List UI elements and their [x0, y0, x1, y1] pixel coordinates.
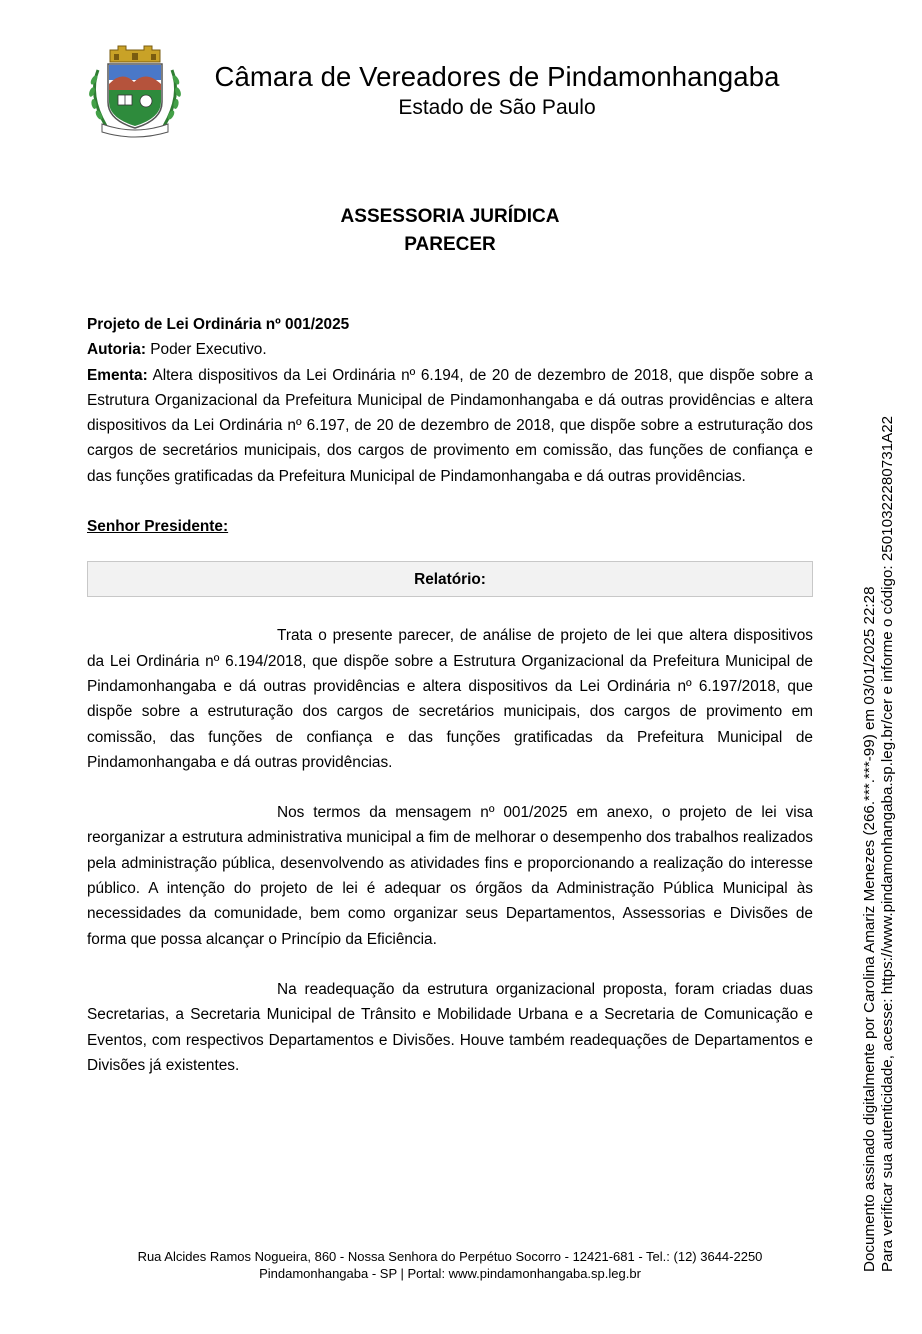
- verification-line: Para verificar sua autenticidade, acesse: https://www.pindamonhangaba.sp.leg.br/cer e informe o código: 25010322280731A22: [879, 415, 896, 1272]
- body-paragraph: Na readequação da estrutura organizacional proposta, foram criadas duas Secretarias, a Secretaria Municipal de Trânsito e Mobilidade Urbana e a Secretaria de Comunicação e Eventos, com respectivos Departamentos e Divisões. Houve também readequações de Departamentos e Divisões já existentes.: [87, 980, 813, 1074]
- section-header-relatorio: [87, 561, 813, 597]
- footer-address: Rua Alcides Ramos Nogueira, 860 - Nossa Senhora do Perpétuo Socorro - 12421-681 - Tel.: (12) 3644-2250: [137, 1249, 763, 1264]
- autoria-line: [87, 337, 813, 362]
- document-title: ASSESSORIA JURÍDICA: [340, 206, 560, 227]
- ementa-label: Ementa:: [87, 366, 148, 384]
- coat-of-arms-icon: [84, 40, 186, 140]
- body-paragraph: Nos termos da mensagem nº 001/2025 em anexo, o projeto de lei visa reorganizar a estrutura administrativa municipal a fim de melhorar o desempenho dos trabalhos realizados pela administração pública, desenvolvendo as atividades fins e proporcionando a realização do interesse público. A intenção do projeto de lei é adequar os órgãos da Administração Pública Municipal às necessidades da comunidade, bem como organizar seus Departamentos, Assessorias e Divisões de forma que possa alcançar o Princípio da Eficiência.: [87, 804, 813, 948]
- document-subtitle: PARECER: [404, 234, 496, 255]
- ementa-paragraph: [87, 363, 813, 489]
- signature-line: Documento assinado digitalmente por Carolina Amariz Menezes (266.***.***-99) em 03/01/2025 22:28: [861, 586, 878, 1272]
- footer-portal: Pindamonhangaba - SP | Portal: www.pindamonhangaba.sp.leg.br: [259, 1266, 641, 1281]
- digital-signature-note: [861, 415, 909, 1272]
- chamber-subtitle: Estado de São Paulo: [398, 96, 596, 119]
- section-title: Relatório:: [414, 570, 486, 588]
- body-paragraph: Trata o presente parecer, de análise de projeto de lei que altera dispositivos da Lei Ordinária nº 6.194/2018, que dispõe sobre a Estrutura Organizacional da Prefeitura Municipal de Pindamonhangaba e dá outras providências e altera dispositivos da Lei Ordinária nº 6.197/2018, que dispõe sobre a estruturação dos cargos de secretários municipais, dos cargos de provimento em comissão, das funções de confiança e das funções gratificadas da Prefeitura Municipal de Pindamonhangaba e dá outras providências.: [87, 627, 813, 771]
- document-body: [87, 312, 813, 1103]
- projeto-heading: Projeto de Lei Ordinária nº 001/2025: [87, 316, 350, 333]
- salutation: Senhor Presidente:: [87, 518, 229, 536]
- autoria-label: Autoria:: [87, 341, 146, 359]
- coat-of-arms-logo: [84, 40, 186, 140]
- autoria-value: Poder Executivo.: [146, 341, 267, 359]
- page-footer: [87, 1248, 813, 1282]
- ementa-value: Altera dispositivos da Lei Ordinária nº 6.194, de 20 de dezembro de 2018, que dispõe sobre a Estrutura Organizacional da Prefeitura Municipal de Pindamonhangaba e dá outras providências e altera dispositivos da Lei Ordinária nº 6.197, de 20 de dezembro de 2018, que dispõe sobre a estruturação dos cargos de secretários municipais, dos cargos de provimento em comissão, das funções de confiança e das funções gratificadas da Prefeitura Municipal de Pindamonhangaba e dá outras providências.: [87, 366, 813, 485]
- chamber-title: Câmara de Vereadores de Pindamonhangaba: [214, 61, 780, 92]
